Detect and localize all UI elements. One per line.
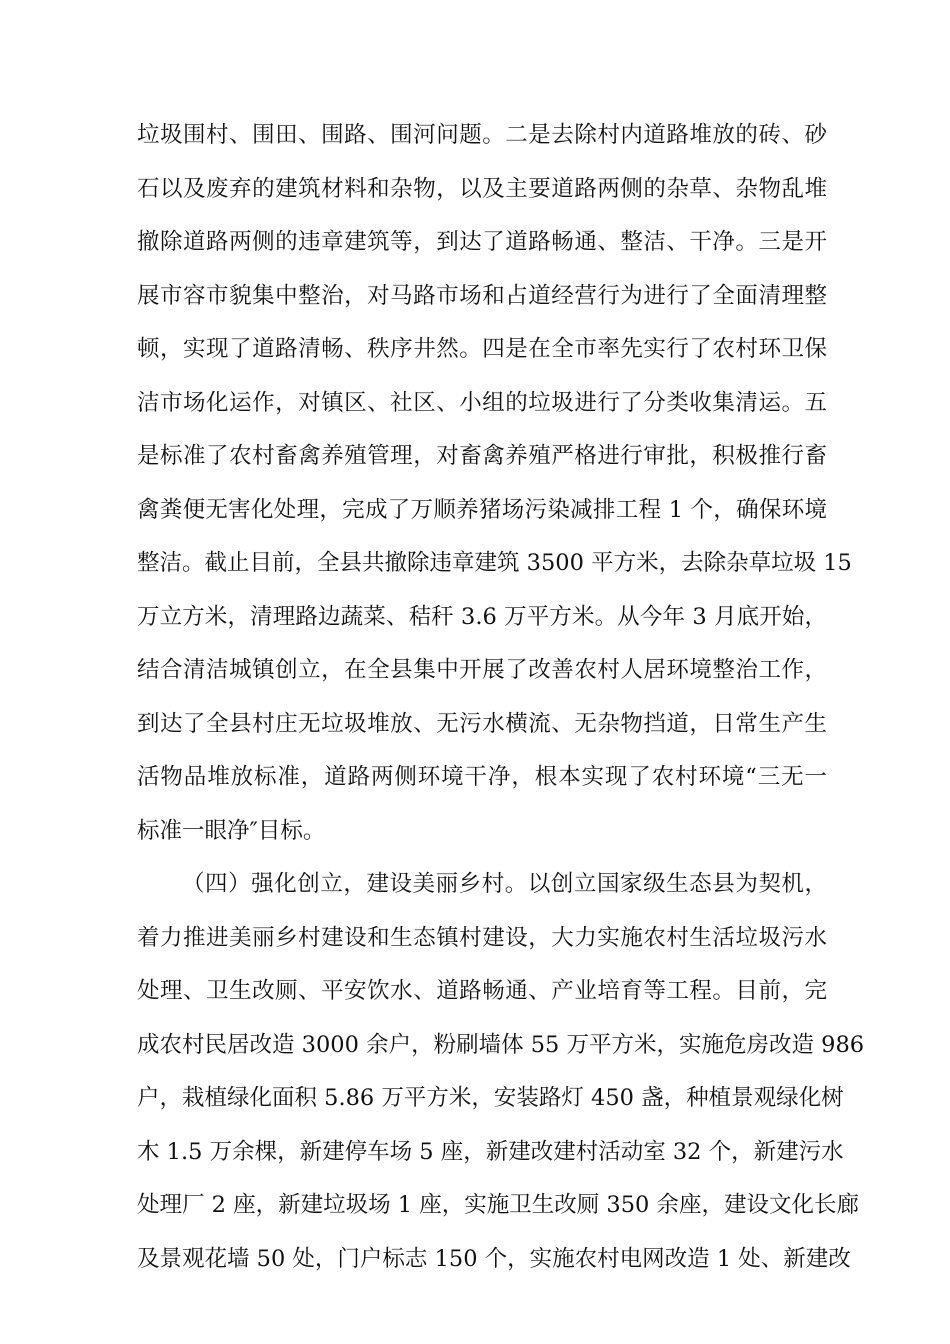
paragraph-line: 展市容市貌集中整治，对马路市场和占道经营行为进行了全面清理整	[137, 282, 827, 309]
paragraph-line: （四）强化创立，建设美丽乡村。以创立国家级生态县为契机，	[182, 871, 827, 897]
paragraph-line: 木 1.5 万余棵，新建停车场 5 座，新建改建村活动室 32 个，新建污水	[137, 1138, 844, 1165]
paragraph-line: 及景观花墙 50 处，门户标志 150 个，实施农村电网改造 1 处、新建改	[137, 1245, 851, 1272]
paragraph-line: 成农村民居改造 3000 余户，粉刷墙体 55 万平方米，实施危房改造 986	[137, 1031, 865, 1058]
paragraph-line: 洁市场化运作，对镇区、社区、小组的垃圾进行了分类收集清运。五	[137, 389, 827, 416]
paragraph-line: 禽粪便无害化处理，完成了万顺养猪场污染减排工程 1 个，确保环境	[137, 496, 827, 523]
paragraph-line: 顿，实现了道路清畅、秩序井然。四是在全市率先实行了农村环卫保	[137, 336, 827, 362]
paragraph-line: 处理厂 2 座，新建垃圾场 1 座，实施卫生改厕 350 余座，建设文化长廊	[137, 1192, 859, 1218]
paragraph-line: 整洁。截止目前，全县共撤除违章建筑 3500 平方米，去除杂草垃圾 15	[137, 550, 852, 576]
paragraph-line: 结合清洁城镇创立，在全县集中开展了改善农村人居环境整治工作，	[137, 657, 827, 683]
paragraph-line: 处理、卫生改厕、平安饮水、道路畅通、产业培育等工程。目前，完	[137, 978, 827, 1004]
paragraph-line: 石以及废弃的建筑材料和杂物，以及主要道路两侧的杂草、杂物乱堆	[137, 175, 827, 202]
paragraph-line: 垃圾围村、围田、围路、围河问题。二是去除村内道路堆放的砖、砂	[137, 122, 827, 148]
paragraph-line: 户，栽植绿化面积 5.86 万平方米，安装路灯 450 盏，种植景观绿化树	[137, 1085, 844, 1111]
paragraph-line: 万立方米，清理路边蔬菜、秸秆 3.6 万平方米。从今年 3 月底开始，	[137, 603, 827, 630]
paragraph-line: 着力推进美丽乡村建设和生态镇村建设，大力实施农村生活垃圾污水	[137, 924, 827, 951]
paragraph-line: 活物品堆放标准，道路两侧环境干净，根本实现了农村环境“三无一	[137, 764, 827, 790]
paragraph-line: 撤除道路两侧的违章建筑等，到达了道路畅通、整洁、干净。三是开	[137, 229, 827, 255]
paragraph-line: 是标准了农村畜禽养殖管理，对畜禽养殖严格进行审批，积极推行畜	[137, 443, 827, 469]
paragraph-line: 标准一眼净″目标。	[137, 817, 326, 844]
paragraph-line: 到达了全县村庄无垃圾堆放、无污水横流、无杂物挡道，日常生产生	[137, 710, 827, 737]
